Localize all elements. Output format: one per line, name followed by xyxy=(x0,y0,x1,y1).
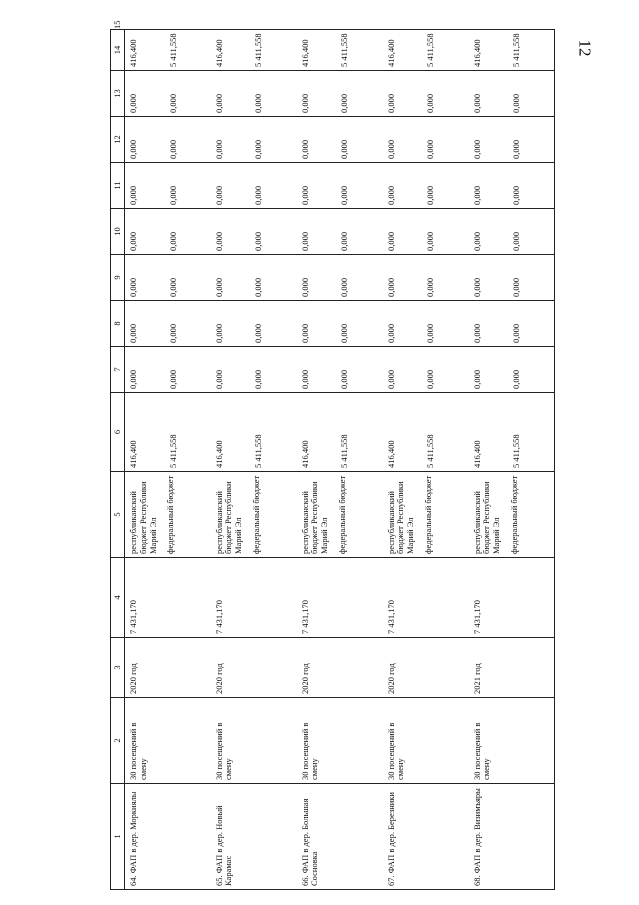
value-federal: 0,000 xyxy=(425,369,436,389)
value-cell-14 xyxy=(469,71,555,117)
row-number: 67. xyxy=(385,875,396,886)
year: 2020 год xyxy=(385,663,396,694)
value-federal: 5 411,558 xyxy=(339,33,350,67)
value-federal: 0,000 xyxy=(425,185,436,205)
value-cell-12 xyxy=(297,163,383,209)
value-republican: 0,000 xyxy=(385,93,396,113)
capacity-cell xyxy=(211,698,297,784)
value-cell-14 xyxy=(211,71,297,117)
value-federal: 5 411,558 xyxy=(167,434,178,468)
value-federal: 0,000 xyxy=(167,185,178,205)
funding-source-federal: федеральный бюджет xyxy=(336,475,347,554)
value-federal: 5 411,558 xyxy=(253,33,264,67)
col-header-9: 9 xyxy=(111,255,125,301)
funding-source-republican: республиканский бюджет Республики Марий Эл xyxy=(385,481,416,554)
col-header-6: 6 xyxy=(111,393,125,472)
capacity-cell xyxy=(125,698,211,784)
value-cell-15 xyxy=(297,30,383,71)
cost-cell xyxy=(297,558,383,638)
value-republican: 0,000 xyxy=(385,231,396,251)
value-republican: 0,000 xyxy=(385,369,396,389)
value-cell-12 xyxy=(211,163,297,209)
value-republican: 0,000 xyxy=(299,93,310,113)
year-cell xyxy=(211,638,297,698)
table-body xyxy=(125,30,555,890)
value-cell-11 xyxy=(211,209,297,255)
value-cell-11 xyxy=(297,209,383,255)
cost-cell xyxy=(383,558,469,638)
value-cell-7 xyxy=(297,393,383,472)
capacity: 30 посещений в смену xyxy=(385,722,406,780)
value-cell-9 xyxy=(297,301,383,347)
year: 2020 год xyxy=(299,663,310,694)
value-republican: 0,000 xyxy=(128,93,138,113)
value-republican: 416,400 xyxy=(128,440,138,468)
funding-source-republican: республиканский бюджет Республики Марий Эл xyxy=(471,481,502,554)
value-republican: 0,000 xyxy=(213,139,224,159)
value-cell-12 xyxy=(469,163,555,209)
funding-source-cell xyxy=(211,472,297,558)
value-cell-13 xyxy=(211,117,297,163)
value-federal: 0,000 xyxy=(425,231,436,251)
value-cell-13 xyxy=(125,117,211,163)
row-number: 64. xyxy=(128,875,138,886)
value-republican: 0,000 xyxy=(213,323,224,343)
col-header-12: 12 xyxy=(111,117,125,163)
value-republican: 416,400 xyxy=(128,39,138,67)
value-federal: 5 411,558 xyxy=(253,434,264,468)
facility-name: ФАП в дер. Березники xyxy=(385,792,396,874)
value-cell-7 xyxy=(211,393,297,472)
value-federal: 0,000 xyxy=(339,231,350,251)
cost-cell xyxy=(125,558,211,638)
col-header-10: 10 xyxy=(111,209,125,255)
facility-cell xyxy=(211,784,297,890)
value-federal: 0,000 xyxy=(167,277,178,297)
funding-source-federal: федеральный бюджет xyxy=(508,475,519,554)
value-federal: 0,000 xyxy=(253,369,264,389)
value-cell-7 xyxy=(125,393,211,472)
facility-name: ФАП в дер. Большая Сосновка xyxy=(299,798,320,886)
value-cell-8 xyxy=(383,347,469,393)
funding-source-federal: федеральный бюджет xyxy=(250,475,261,554)
row-number: 68. xyxy=(471,875,482,886)
funding-source-federal: федеральный бюджет xyxy=(422,475,433,554)
funding-source-republican: республиканский бюджет Республики Марий Эл xyxy=(128,481,158,554)
value-republican: 416,400 xyxy=(213,440,224,468)
value-cell-9 xyxy=(383,301,469,347)
value-republican: 0,000 xyxy=(471,277,482,297)
facility-name: ФАП в дер. Новый Карамас xyxy=(213,805,234,886)
value-cell-11 xyxy=(383,209,469,255)
funding-source-republican: республиканский бюджет Республики Марий Эл xyxy=(213,481,244,554)
cost: 7 431,170 xyxy=(385,600,396,634)
rotated-table-container xyxy=(110,20,535,890)
value-republican: 0,000 xyxy=(471,323,482,343)
value-federal: 5 411,558 xyxy=(339,434,350,468)
value-republican: 416,400 xyxy=(213,39,224,67)
value-federal: 0,000 xyxy=(167,93,178,113)
value-republican: 0,000 xyxy=(299,277,310,297)
value-cell-15 xyxy=(469,30,555,71)
value-federal: 5 411,558 xyxy=(167,33,178,67)
value-cell-8 xyxy=(297,347,383,393)
value-federal: 0,000 xyxy=(339,323,350,343)
value-federal: 0,000 xyxy=(511,231,522,251)
value-cell-7 xyxy=(383,393,469,472)
facility-name: ФАП в дер. Визимъяры xyxy=(471,788,482,874)
value-federal: 0,000 xyxy=(425,323,436,343)
value-cell-9 xyxy=(469,301,555,347)
value-cell-8 xyxy=(469,347,555,393)
value-federal: 0,000 xyxy=(511,139,522,159)
facility-cell xyxy=(297,784,383,890)
value-cell-11 xyxy=(125,209,211,255)
value-republican: 0,000 xyxy=(299,185,310,205)
value-republican: 0,000 xyxy=(299,231,310,251)
value-federal: 0,000 xyxy=(511,93,522,113)
value-cell-12 xyxy=(125,163,211,209)
facility-table xyxy=(110,20,555,890)
funding-source-republican: республиканский бюджет Республики Марий Эл xyxy=(299,481,330,554)
value-cell-15 xyxy=(125,30,211,71)
value-federal: 0,000 xyxy=(253,93,264,113)
value-federal: 5 411,558 xyxy=(511,434,522,468)
cost-cell xyxy=(211,558,297,638)
value-republican: 0,000 xyxy=(299,369,310,389)
value-federal: 0,000 xyxy=(253,323,264,343)
value-republican: 0,000 xyxy=(213,231,224,251)
year-cell xyxy=(383,638,469,698)
value-republican: 0,000 xyxy=(471,231,482,251)
value-republican: 0,000 xyxy=(128,323,138,343)
value-federal: 5 411,558 xyxy=(425,33,436,67)
col-header-8: 8 xyxy=(111,301,125,347)
capacity: 30 посещений в смену xyxy=(299,722,320,780)
table-row xyxy=(383,30,469,890)
value-republican: 0,000 xyxy=(128,231,138,251)
value-republican: 0,000 xyxy=(385,139,396,159)
value-cell-10 xyxy=(211,255,297,301)
value-cell-11 xyxy=(469,209,555,255)
value-federal: 0,000 xyxy=(339,369,350,389)
facility-cell xyxy=(383,784,469,890)
value-cell-9 xyxy=(125,301,211,347)
facility-cell xyxy=(469,784,555,890)
value-republican: 0,000 xyxy=(385,185,396,205)
cost: 7 431,170 xyxy=(471,600,482,634)
value-cell-10 xyxy=(469,255,555,301)
col-header-4: 4 xyxy=(111,558,125,638)
value-republican: 0,000 xyxy=(128,139,138,159)
value-federal: 0,000 xyxy=(425,93,436,113)
value-federal: 0,000 xyxy=(511,369,522,389)
value-cell-13 xyxy=(297,117,383,163)
value-republican: 0,000 xyxy=(471,369,482,389)
value-cell-15 xyxy=(383,30,469,71)
value-cell-8 xyxy=(125,347,211,393)
value-cell-10 xyxy=(125,255,211,301)
value-cell-14 xyxy=(383,71,469,117)
table-row xyxy=(297,30,383,890)
value-federal: 0,000 xyxy=(511,185,522,205)
capacity: 30 посещений в смену xyxy=(213,722,234,780)
value-federal: 0,000 xyxy=(253,139,264,159)
value-cell-8 xyxy=(211,347,297,393)
col-header-14: 14 xyxy=(111,30,125,71)
value-republican: 416,400 xyxy=(299,440,310,468)
facility-name: ФАП в дер. Моркиялы xyxy=(128,791,138,874)
value-republican: 416,400 xyxy=(471,440,482,468)
value-republican: 0,000 xyxy=(385,323,396,343)
row-number: 66. xyxy=(299,875,310,886)
col-header-1: 1 xyxy=(111,784,125,890)
value-republican: 0,000 xyxy=(471,185,482,205)
value-cell-13 xyxy=(383,117,469,163)
capacity: 30 посещений в смену xyxy=(471,722,492,780)
col-header-13: 13 xyxy=(111,71,125,117)
cost: 7 431,170 xyxy=(128,600,138,634)
cost-cell xyxy=(469,558,555,638)
value-republican: 0,000 xyxy=(128,369,138,389)
column-number-row: 1 2 3 4 5 6 7 8 9 10 11 12 13 14 15 xyxy=(111,30,125,890)
capacity-cell xyxy=(383,698,469,784)
value-republican: 416,400 xyxy=(385,440,396,468)
year: 2020 год xyxy=(213,663,224,694)
value-federal: 0,000 xyxy=(167,139,178,159)
value-republican: 0,000 xyxy=(213,185,224,205)
value-federal: 0,000 xyxy=(339,185,350,205)
table-row xyxy=(125,30,211,890)
value-federal: 0,000 xyxy=(511,323,522,343)
cost: 7 431,170 xyxy=(299,600,310,634)
value-federal: 0,000 xyxy=(339,139,350,159)
value-federal: 0,000 xyxy=(339,277,350,297)
value-republican: 0,000 xyxy=(213,369,224,389)
value-republican: 416,400 xyxy=(385,39,396,67)
capacity-cell xyxy=(297,698,383,784)
year: 2020 год xyxy=(128,663,138,694)
value-federal: 5 411,558 xyxy=(425,434,436,468)
value-federal: 0,000 xyxy=(511,277,522,297)
year-cell xyxy=(125,638,211,698)
page-number: 12 xyxy=(575,39,595,57)
value-republican: 0,000 xyxy=(471,139,482,159)
value-republican: 416,400 xyxy=(471,39,482,67)
facility-cell xyxy=(125,784,211,890)
value-cell-14 xyxy=(297,71,383,117)
value-cell-13 xyxy=(469,117,555,163)
value-federal: 0,000 xyxy=(253,185,264,205)
value-republican: 0,000 xyxy=(471,93,482,113)
table-row xyxy=(211,30,297,890)
value-republican: 0,000 xyxy=(213,277,224,297)
value-cell-15 xyxy=(211,30,297,71)
value-federal: 0,000 xyxy=(253,231,264,251)
capacity: 30 посещений в смену xyxy=(128,722,148,780)
col-header-11: 11 xyxy=(111,163,125,209)
value-cell-10 xyxy=(383,255,469,301)
value-republican: 0,000 xyxy=(213,93,224,113)
value-cell-14 xyxy=(125,71,211,117)
cost: 7 431,170 xyxy=(213,600,224,634)
year: 2021 год xyxy=(471,663,482,694)
col-header-3: 3 xyxy=(111,638,125,698)
funding-source-federal: федеральный бюджет xyxy=(165,475,176,554)
col-header-5: 5 xyxy=(111,472,125,558)
table-row xyxy=(469,30,555,890)
value-republican: 416,400 xyxy=(299,39,310,67)
value-federal: 0,000 xyxy=(339,93,350,113)
value-cell-12 xyxy=(383,163,469,209)
funding-source-cell xyxy=(383,472,469,558)
capacity-cell xyxy=(469,698,555,784)
value-republican: 0,000 xyxy=(128,185,138,205)
year-cell xyxy=(297,638,383,698)
value-federal: 0,000 xyxy=(167,369,178,389)
value-federal: 0,000 xyxy=(425,277,436,297)
row-number: 65. xyxy=(213,875,224,886)
value-federal: 0,000 xyxy=(425,139,436,159)
value-republican: 0,000 xyxy=(385,277,396,297)
value-cell-10 xyxy=(297,255,383,301)
value-cell-7 xyxy=(469,393,555,472)
funding-source-cell xyxy=(125,472,211,558)
year-cell xyxy=(469,638,555,698)
value-federal: 0,000 xyxy=(167,323,178,343)
value-republican: 0,000 xyxy=(299,323,310,343)
value-federal: 5 411,558 xyxy=(511,33,522,67)
col-header-7: 7 xyxy=(111,347,125,393)
col-header-2: 2 xyxy=(111,698,125,784)
value-republican: 0,000 xyxy=(299,139,310,159)
value-federal: 0,000 xyxy=(253,277,264,297)
funding-source-cell xyxy=(297,472,383,558)
value-federal: 0,000 xyxy=(167,231,178,251)
funding-source-cell xyxy=(469,472,555,558)
value-republican: 0,000 xyxy=(128,277,138,297)
value-cell-9 xyxy=(211,301,297,347)
